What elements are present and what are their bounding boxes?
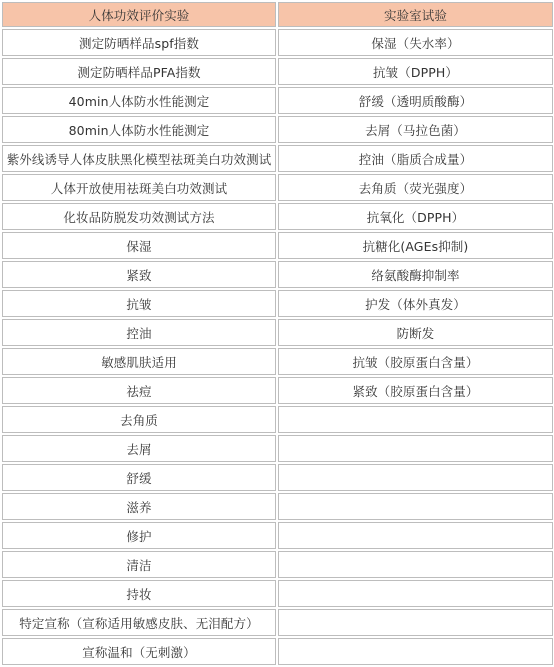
- cell-lab-test: 保湿（失水率）: [278, 29, 553, 56]
- table-row: [2, 290, 553, 317]
- cell-lab-test: 防断发: [278, 319, 553, 346]
- cell-lab-test: 舒缓（透明质酸酶）: [278, 87, 553, 114]
- cell-human-efficacy: 测定防晒样品spf指数: [2, 29, 276, 56]
- cell-lab-test: 去角质（荧光强度）: [278, 174, 553, 201]
- table-row: [2, 493, 553, 520]
- cell-lab-test: 控油（脂质合成量）: [278, 145, 553, 172]
- cell-lab-test: 护发（体外真发）: [278, 290, 553, 317]
- cell-human-efficacy: 控油: [2, 319, 276, 346]
- table-row: [2, 464, 553, 491]
- cell-human-efficacy: 40min人体防水性能测定: [2, 87, 276, 114]
- table-row: [2, 609, 553, 636]
- cell-lab-test: [278, 435, 553, 462]
- cell-lab-test: [278, 580, 553, 607]
- cell-human-efficacy: 去屑: [2, 435, 276, 462]
- table-row: [2, 87, 553, 114]
- cell-human-efficacy: 持妆: [2, 580, 276, 607]
- table-row: [2, 638, 553, 665]
- cell-lab-test: 抗皱（DPPH）: [278, 58, 553, 85]
- table-row: [2, 116, 553, 143]
- cell-human-efficacy: 敏感肌肤适用: [2, 348, 276, 375]
- cell-lab-test: [278, 493, 553, 520]
- cell-lab-test: 抗氧化（DPPH）: [278, 203, 553, 230]
- table-row: [2, 203, 553, 230]
- cell-lab-test: [278, 406, 553, 433]
- cell-lab-test: [278, 609, 553, 636]
- table-row: [2, 261, 553, 288]
- table-row: [2, 145, 553, 172]
- cell-human-efficacy: 特定宣称（宣称适用敏感皮肤、无泪配方）: [2, 609, 276, 636]
- cell-human-efficacy: 清洁: [2, 551, 276, 578]
- cell-lab-test: [278, 638, 553, 665]
- cell-lab-test: [278, 464, 553, 491]
- cell-human-efficacy: 人体开放使用祛斑美白功效测试: [2, 174, 276, 201]
- cell-human-efficacy: 化妆品防脱发功效测试方法: [2, 203, 276, 230]
- cell-human-efficacy: 抗皱: [2, 290, 276, 317]
- table-row: [2, 58, 553, 85]
- table-header-row: [2, 2, 553, 27]
- cell-human-efficacy: 80min人体防水性能测定: [2, 116, 276, 143]
- table-row: [2, 29, 553, 56]
- cell-human-efficacy: 测定防晒样品PFA指数: [2, 58, 276, 85]
- table-row: [2, 319, 553, 346]
- cell-human-efficacy: 修护: [2, 522, 276, 549]
- cell-human-efficacy: 保湿: [2, 232, 276, 259]
- cell-human-efficacy: 去角质: [2, 406, 276, 433]
- cell-human-efficacy: 舒缓: [2, 464, 276, 491]
- cell-human-efficacy: 紧致: [2, 261, 276, 288]
- cell-human-efficacy: 祛痘: [2, 377, 276, 404]
- cell-lab-test: [278, 551, 553, 578]
- cell-human-efficacy: 宣称温和（无刺激）: [2, 638, 276, 665]
- cell-lab-test: 抗皱（胶原蛋白含量）: [278, 348, 553, 375]
- cell-lab-test: 络氨酸酶抑制率: [278, 261, 553, 288]
- cell-lab-test: 抗糖化(AGEs抑制): [278, 232, 553, 259]
- table-row: [2, 174, 553, 201]
- table-row: [2, 522, 553, 549]
- table-row: [2, 435, 553, 462]
- cell-human-efficacy: 滋养: [2, 493, 276, 520]
- cell-lab-test: [278, 522, 553, 549]
- table-row: [2, 580, 553, 607]
- cell-lab-test: 紧致（胶原蛋白含量）: [278, 377, 553, 404]
- table-row: [2, 348, 553, 375]
- table-row: [2, 377, 553, 404]
- header-lab-test: 实验室试验: [278, 2, 553, 27]
- table-row: [2, 406, 553, 433]
- cell-human-efficacy: 紫外线诱导人体皮肤黑化模型祛斑美白功效测试: [2, 145, 276, 172]
- table-row: [2, 551, 553, 578]
- header-human-efficacy: 人体功效评价实验: [2, 2, 276, 27]
- cell-lab-test: 去屑（马拉色菌）: [278, 116, 553, 143]
- table-row: [2, 232, 553, 259]
